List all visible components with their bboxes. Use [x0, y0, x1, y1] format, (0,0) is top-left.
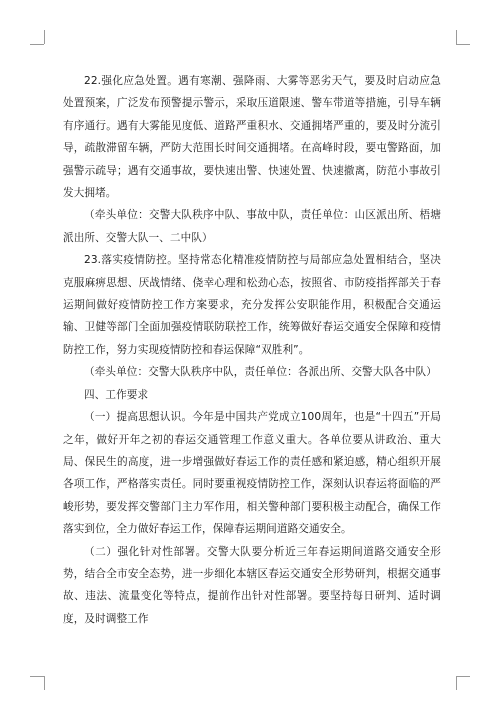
paragraph-raise-awareness: （一）提高思想认识。今年是中国共产党成立100周年，也是“十四五”开局之年，做好开年之初的春运交通管理工作意义重大。各单位要从讲政治、重大局、保民生的高度，进一步增强做好春运工作的责任感和紧迫感，精心组织开展各项工作，严格落实责任。同时要重视疫情防控工作，深刻认识春运将面临的严峻形势，要发挥交警部门主力军作用，相关警种部门要积极主动配合，确保工作落实到位，全力做好春运工作，保障春运期间道路交通安全。: [63, 411, 441, 536]
crop-mark-top-right-v: [456, 30, 457, 44]
crop-mark-bottom-left-h: [30, 676, 44, 677]
paragraph-epidemic-units: （牵头单位：交警大队秩序中队，责任单位：各派出所、交警大队各中队）: [84, 366, 437, 379]
crop-mark-bottom-right-h: [456, 676, 470, 677]
crop-mark-bottom-left-v: [44, 676, 45, 690]
paragraph-epidemic-control: 23.落实疫情防控。坚持常态化精准疫情防控与局部应急处置相结合，坚决克服麻痹思想、厌战情绪、侥幸心理和松劲心态，按照省、市防疫指挥部关于春运期间做好疫情防控工作方案要求，充分发挥公安职能作用，积极配合交通运输、卫健等部门全面加强疫情联防联控工作，统筹做好春运交通安全保障和疫情防控工作，努力实现疫情防控和春运保障“双胜利”。: [63, 254, 441, 356]
crop-mark-top-left-h: [30, 44, 44, 45]
crop-mark-top-right-h: [456, 44, 470, 45]
crop-mark-bottom-right-v: [456, 676, 457, 690]
document-body: [63, 70, 441, 630]
section-heading-work-requirements: 四、工作要求: [84, 388, 149, 401]
paragraph-emergency-response: 22.强化应急处置。遇有寒潮、强降雨、大雾等恶劣天气，要及时启动应急处置预案，广泛发布预警提示警示，采取压道限速、警车带道等措施，引导车辆有序通行。遇有大雾能见度低、道路严重积水、交通拥堵严重的，要及时分流引导，疏散滞留车辆，严防大范围长时间交通拥堵。在高峰时段，要屯警路面，加强警示疏导；遇有交通事故，要快速出警、快速处置、快速撤离，防范小事故引发大拥堵。: [63, 75, 441, 200]
paragraph-emergency-units: （牵头单位：交警大队秩序中队、事故中队，责任单位：山区派出所、梧塘派出所、交警大队一、二中队）: [63, 209, 441, 244]
paragraph-targeted-deployment: （二）强化针对性部署。交警大队要分析近三年春运期间道路交通安全形势，结合全市安全态势，进一步细化本辖区春运交通安全形势研判，根据交通事故、违法、流量变化等特点，提前作出针对性部署。要坚持每日研判、适时调度，及时调整工作: [63, 545, 441, 625]
crop-mark-top-left-v: [44, 30, 45, 44]
